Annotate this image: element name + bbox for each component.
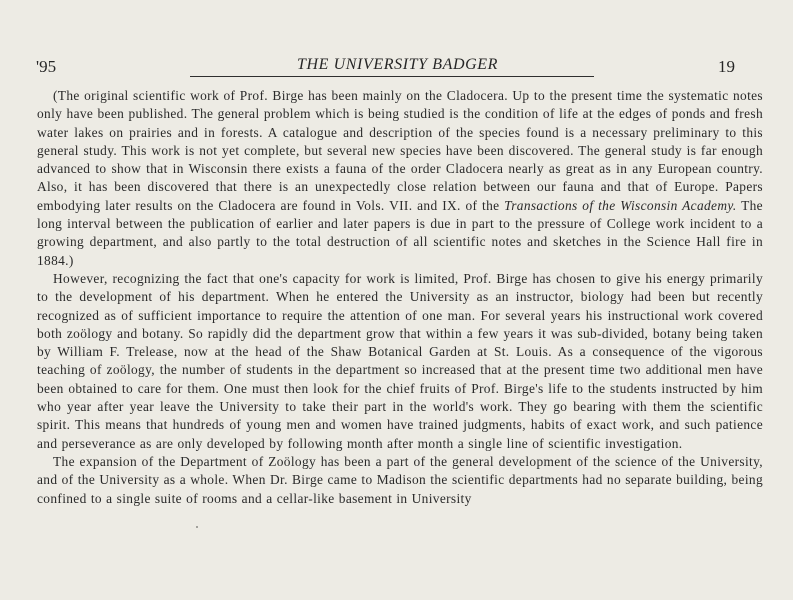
page-number: 19 bbox=[718, 57, 735, 76]
article-body bbox=[37, 87, 763, 508]
paragraph-3: The expansion of the Department of Zoölogy has been a part of the general development of the science of the University, and of the University as a whole. When Dr. Birge came to Madison the scientific departments had no separate building, being confined to a single suite of rooms and a cellar-like basement in University bbox=[37, 453, 763, 506]
paragraph-1 bbox=[37, 87, 763, 270]
paragraph-2: However, recognizing the fact that one's capacity for work is limited, Prof. Birge has chosen to give his energy primarily to the development of his department. When he entered the University as an instructor, biology had been but recently recognized as of sufficient importance to require the attention of one man. For several years his instructional work covered both zoölogy and botany. So rapidly did the department grow that within a few years it was sub-divided, botany being taken by William F. Trelease, now at the head of the Shaw Botanical Garden at St. Louis. As a consequence of the vigorous teaching of zoölogy, the number of students in the department so increased that at the present time two additional men have been obtained to care for them. One must then look for the chief fruits of Prof. Birge's life to the students instructed by him who year after year leave the University to take their part in the world's work. They go bearing with them the scientific spirit. This means that hundreds of young men and women have trained judgments, habits of exact work, and such patience and perseverance as are only developed by following month after month a single line of scientific investigation. bbox=[37, 270, 763, 451]
header-rule bbox=[190, 76, 594, 77]
paragraph-1-text-end: The long interval between the publication of earlier and later papers is due in part to the pressure of College work incident to a growing department, and also partly to the total destruction of all scientific notes and sketches in the Science Hall fire in 1884.) bbox=[37, 197, 763, 268]
header-year: '95 bbox=[36, 57, 57, 76]
journal-title: THE UNIVERSITY BADGER bbox=[297, 56, 499, 73]
journal-reference: Transactions of the Wisconsin Academy. bbox=[504, 197, 737, 213]
running-header bbox=[0, 0, 793, 90]
paper-speck bbox=[196, 526, 198, 528]
paragraph-1-text-start: (The original scientific work of Prof. Birge has been mainly on the Cladocera. Up to the present time the systematic notes only have been published. The general problem which is being studied is the condition of life at the edges of ponds and fresh water lakes on prairies and in forests. A catalogue and description of the species found is a necessary preliminary to this general study. This work is not yet complete, but several new species have been discovered. The general study is far enough advanced to show that in Wisconsin there exists a fauna of the order Cladocera nearly as great as in any European country. Also, it has been discovered that there is an unexpectedly close relation between our fauna and that of Europe. Papers embodying later results on the Cladocera are found in Vols. VII. and IX. of the bbox=[37, 88, 763, 213]
